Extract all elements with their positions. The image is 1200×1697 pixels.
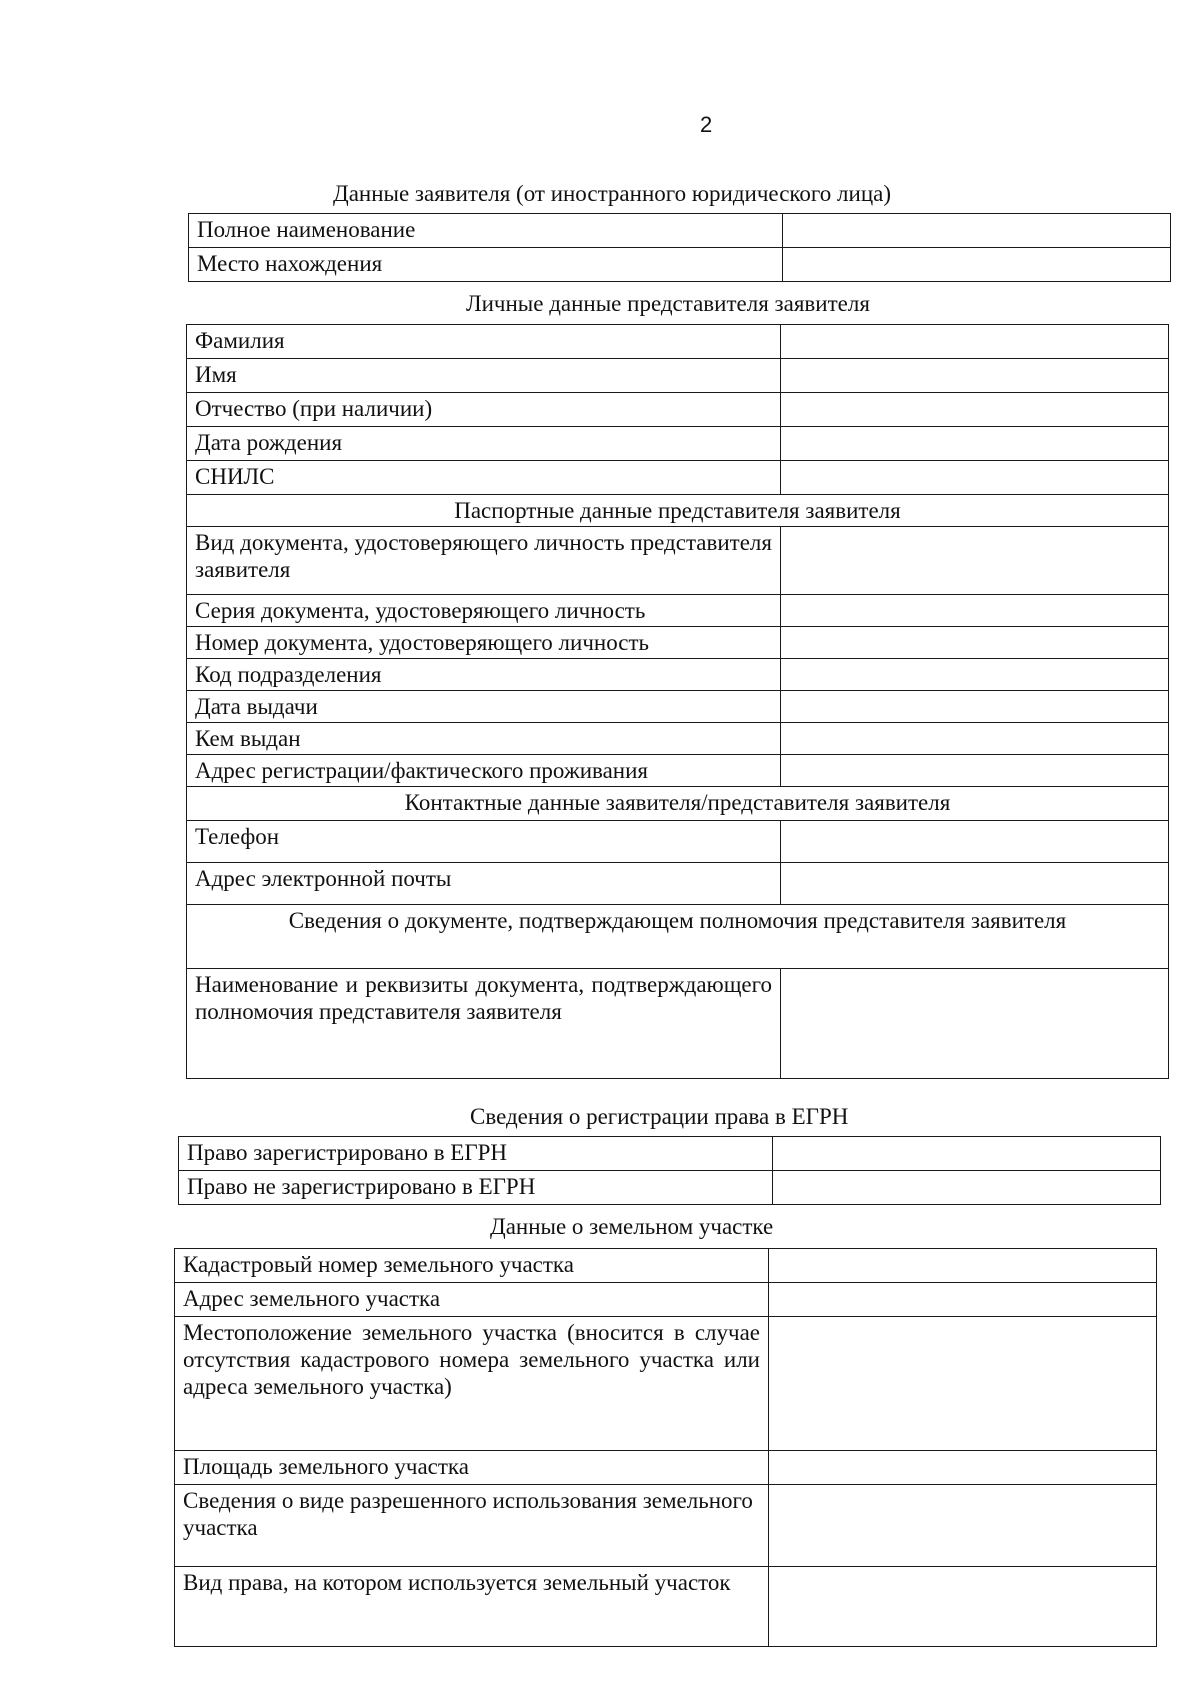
field-label-document-number: Номер документа, удостоверяющего личность — [187, 627, 781, 659]
field-value-plot-area[interactable] — [769, 1451, 1157, 1485]
field-value-snils[interactable] — [781, 461, 1169, 495]
field-label-registration-address: Адрес регистрации/фактического проживания — [187, 755, 781, 787]
field-label-location: Место нахождения — [189, 248, 783, 282]
land-plot-table — [174, 1248, 1157, 1647]
table-row — [187, 461, 1169, 495]
table-row — [179, 1171, 1161, 1205]
field-label-document-series: Серия документа, удостоверяющего личность — [187, 595, 781, 627]
section-title-egrn: Сведения о регистрации права в ЕГРН — [470, 1104, 849, 1129]
field-label-document-type: Вид документа, удостоверяющего личность представителя заявителя — [187, 527, 781, 595]
field-value-division-code[interactable] — [781, 659, 1169, 691]
subheader-authority-document: Сведения о документе, подтверждающем полномочия представителя заявителя — [187, 905, 1169, 969]
table-row — [187, 359, 1169, 393]
table-row — [175, 1249, 1157, 1283]
table-row — [175, 1451, 1157, 1485]
field-value-phone[interactable] — [781, 821, 1169, 863]
field-value-first-name[interactable] — [781, 359, 1169, 393]
field-value-document-type[interactable] — [781, 527, 1169, 595]
field-value-birth-date[interactable] — [781, 427, 1169, 461]
field-label-cadastral-number: Кадастровый номер земельного участка — [175, 1249, 769, 1283]
table-row — [187, 595, 1169, 627]
egrn-table — [178, 1136, 1161, 1205]
table-row — [187, 905, 1169, 969]
field-value-surname[interactable] — [781, 325, 1169, 359]
field-value-right-not-registered[interactable] — [773, 1171, 1161, 1205]
table-row — [175, 1567, 1157, 1647]
table-row — [187, 723, 1169, 755]
representative-table — [186, 324, 1169, 1079]
field-label-email: Адрес электронной почты — [187, 863, 781, 905]
field-label-plot-area: Площадь земельного участка — [175, 1451, 769, 1485]
field-label-permitted-use: Сведения о виде разрешенного использования земельного участка — [175, 1485, 769, 1567]
field-value-document-number[interactable] — [781, 627, 1169, 659]
table-row — [187, 969, 1169, 1079]
table-row — [187, 393, 1169, 427]
table-row — [187, 659, 1169, 691]
field-label-right-registered: Право зарегистрировано в ЕГРН — [179, 1137, 773, 1171]
page-number: 2 — [700, 112, 713, 137]
field-value-right-registered[interactable] — [773, 1137, 1161, 1171]
table-row — [187, 787, 1169, 821]
field-value-document-series[interactable] — [781, 595, 1169, 627]
table-row — [175, 1283, 1157, 1317]
field-label-right-type: Вид права, на котором используется земельный участок — [175, 1567, 769, 1647]
subheader-contacts: Контактные данные заявителя/представителя заявителя — [187, 787, 1169, 821]
table-row — [187, 325, 1169, 359]
field-value-issued-by[interactable] — [781, 723, 1169, 755]
field-label-phone: Телефон — [187, 821, 781, 863]
applicant-table — [188, 213, 1171, 282]
field-label-plot-location: Местоположение земельного участка (вносится в случае отсутствия кадастрового номера земельного участка или адреса земельного участка) — [175, 1317, 769, 1451]
section-title-applicant: Данные заявителя (от иностранного юридического лица) — [333, 181, 891, 206]
table-row — [179, 1137, 1161, 1171]
table-row — [175, 1317, 1157, 1451]
field-value-permitted-use[interactable] — [769, 1485, 1157, 1567]
section-title-land-plot: Данные о земельном участке — [490, 1214, 774, 1239]
field-label-patronymic: Отчество (при наличии) — [187, 393, 781, 427]
table-row — [187, 691, 1169, 723]
field-label-plot-address: Адрес земельного участка — [175, 1283, 769, 1317]
table-row — [187, 755, 1169, 787]
field-value-full-name[interactable] — [783, 214, 1171, 248]
field-value-authority-document[interactable] — [781, 969, 1169, 1079]
table-row — [189, 214, 1171, 248]
field-value-plot-address[interactable] — [769, 1283, 1157, 1317]
section-title-representative: Личные данные представителя заявителя — [466, 291, 870, 316]
field-value-email[interactable] — [781, 863, 1169, 905]
field-value-right-type[interactable] — [769, 1567, 1157, 1647]
field-label-division-code: Код подразделения — [187, 659, 781, 691]
field-label-full-name: Полное наименование — [189, 214, 783, 248]
field-label-first-name: Имя — [187, 359, 781, 393]
field-label-surname: Фамилия — [187, 325, 781, 359]
table-row — [175, 1485, 1157, 1567]
table-row — [189, 248, 1171, 282]
field-label-issue-date: Дата выдачи — [187, 691, 781, 723]
field-value-registration-address[interactable] — [781, 755, 1169, 787]
table-row — [187, 427, 1169, 461]
field-label-right-not-registered: Право не зарегистрировано в ЕГРН — [179, 1171, 773, 1205]
field-label-issued-by: Кем выдан — [187, 723, 781, 755]
field-value-issue-date[interactable] — [781, 691, 1169, 723]
table-row — [187, 495, 1169, 527]
field-value-plot-location[interactable] — [769, 1317, 1157, 1451]
field-value-patronymic[interactable] — [781, 393, 1169, 427]
field-label-snils: СНИЛС — [187, 461, 781, 495]
table-row — [187, 821, 1169, 863]
table-row — [187, 863, 1169, 905]
table-row — [187, 527, 1169, 595]
field-label-birth-date: Дата рождения — [187, 427, 781, 461]
table-row — [187, 627, 1169, 659]
field-value-location[interactable] — [783, 248, 1171, 282]
field-label-authority-document: Наименование и реквизиты документа, подтверждающего полномочия представителя заявителя — [187, 969, 781, 1079]
field-value-cadastral-number[interactable] — [769, 1249, 1157, 1283]
subheader-passport: Паспортные данные представителя заявителя — [187, 495, 1169, 527]
